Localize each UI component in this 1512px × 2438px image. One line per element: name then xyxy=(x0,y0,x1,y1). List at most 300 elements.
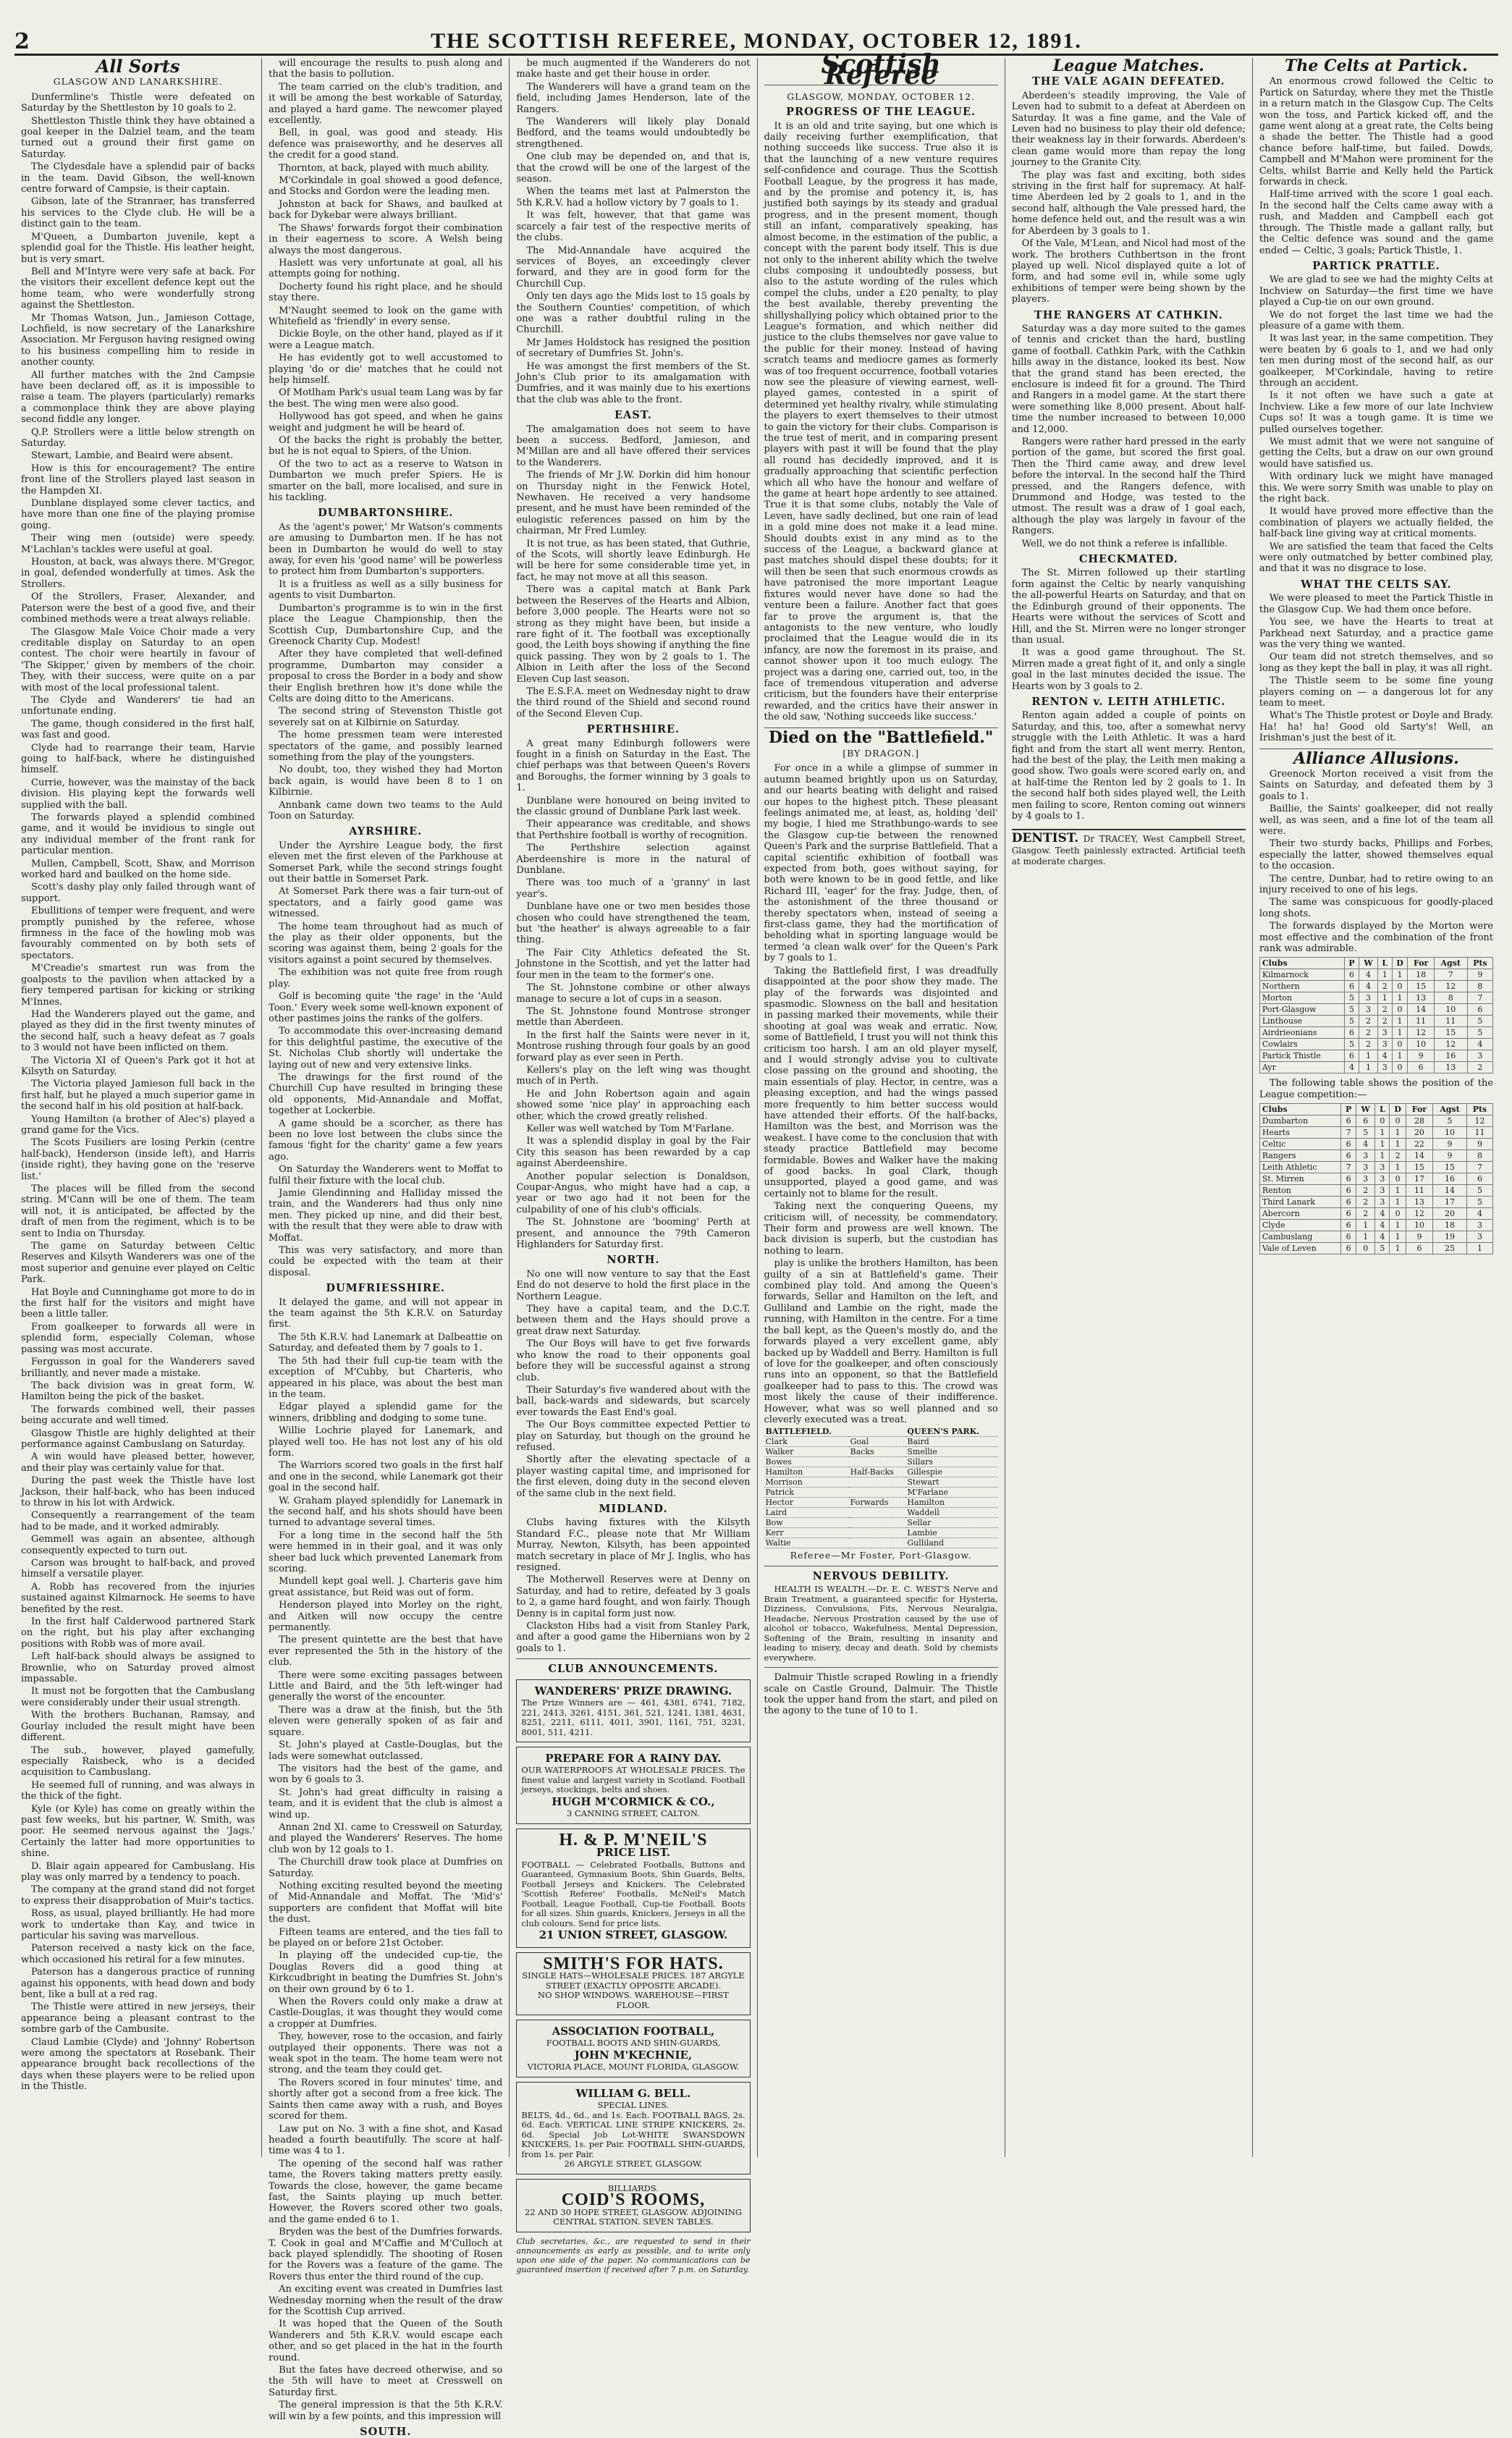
table-row xyxy=(1259,1197,1492,1208)
table-cell: 15 xyxy=(1434,1027,1467,1039)
section-heading: CHECKMATED. xyxy=(1078,553,1178,566)
col2-body-a xyxy=(269,58,502,503)
ad-title: WANDERERS' PRIZE DRAWING. xyxy=(534,1684,732,1697)
table-cell: 6 xyxy=(1344,1050,1359,1062)
table-cell: 14 xyxy=(1433,1185,1467,1197)
table-cell: 4 xyxy=(1467,1039,1492,1050)
paragraph: Claud Lambie (Clyde) and 'Johnny' Robertson were among the spectators at Rosebank. Their appearance brought back recollections of the days when these players were to be relied upon in the Thistle. xyxy=(21,2036,255,2093)
table-row xyxy=(1259,1220,1492,1231)
table-cell: Waltie xyxy=(764,1538,849,1548)
ad-text: SINGLE HATS—WHOLESALE PRICES. 187 ARGYLE STREET (EXACTLY OPPOSITE ARCADE). xyxy=(522,1970,745,1991)
table-cell: 11 xyxy=(1408,1016,1434,1027)
table-row xyxy=(764,1538,998,1548)
table-cell: 0 xyxy=(1390,1173,1406,1185)
paragraph: The back division was in great form, W. Hamilton being the pick of the basket. xyxy=(21,1380,255,1403)
paragraph: Kellers's play on the left wing was thought much of in Perth. xyxy=(516,1064,751,1087)
table-cell: 4 xyxy=(1356,1139,1375,1150)
renton-body xyxy=(1012,710,1246,822)
paragraph: The Our Boys committee expected Pettier to play on Saturday, but though on the ground he refused. xyxy=(516,1420,751,1453)
paragraph: We are satisfied the team that faced the Celts were only outmatched by better combined play, and that it was no disgrace to lose. xyxy=(1259,541,1494,575)
paragraph: Taking next the conquering Queens, my criticism will, of necessity, be commendatory. Their form and prowess are well known. The back division is superb, but the custodian has nothing to learn. xyxy=(764,1201,998,1257)
table-cell: Cowlairs xyxy=(1259,1039,1344,1050)
table-cell: 4 xyxy=(1375,1208,1390,1220)
col2-body-b xyxy=(269,522,502,822)
paragraph: Their two sturdy backs, Phillips and Forbes, especially the latter, showed themselves equal to the occasion. xyxy=(1259,838,1494,872)
paragraph: For a long time in the second half the 5th were hemmed in in their goal, and it was only sheer bad luck which prevented Lanemark from scoring. xyxy=(269,1530,503,1574)
paragraph: It was last year, in the same competition. They were beaten by 6 goals to 1, and we had only ten men during most of the second half, as our goalkeeper, M'Corkindale, having to retire through an accident. xyxy=(1259,333,1494,389)
col2-body-d xyxy=(269,1297,502,2422)
table-row xyxy=(764,1437,998,1447)
column-4 xyxy=(758,49,1005,2157)
table-cell xyxy=(849,1457,906,1467)
ad-wanderers xyxy=(516,1679,750,1742)
paragraph: play is unlike the brothers Hamilton, has been guilty of a sin at Battlefield's game. Their combined play told. And among the Queen's forwards, Sellar and Hamilton on the left, and Gulliland and Lambie on the right, made the running, with Hamilton in the centre. For a time the ball kept, as the Queen's mostly do, and the forwards played a very excellent game, ably backed up by Waddell and Berry. Hamilton is full of love for the goalkeeper, and often consciously runs into an opponent, so that the Battlefield goalkeeper had to pass to this. The crowd was most likely the cause of their indifference. However, what was so well planned and so cleverly executed was a treat. xyxy=(764,1258,998,1425)
table-cell: Morrison xyxy=(764,1477,849,1488)
table-cell: 13 xyxy=(1434,1062,1467,1074)
table-cell: 3 xyxy=(1359,992,1378,1004)
section-heading: DUMFRIESSHIRE. xyxy=(326,1282,446,1295)
table-cell: 4 xyxy=(1377,1050,1392,1062)
table-cell: 2 xyxy=(1359,1039,1378,1050)
table-cell: 4 xyxy=(1466,1208,1492,1220)
table-cell: 15 xyxy=(1406,1162,1432,1173)
table-row xyxy=(1259,1004,1492,1016)
table-cell: Port-Glasgow xyxy=(1259,1004,1344,1016)
ad-pre: BILLIARDS. xyxy=(607,2182,659,2193)
table-cell: 6 xyxy=(1341,1185,1356,1197)
ad-coids-rooms xyxy=(516,2179,750,2232)
paragraph: Dickie Boyle, on the other hand, played as if it were a League match. xyxy=(269,329,503,351)
paragraph: Baillie, the Saints' goalkeeper, did not really well, as was seen, and a fine lot of the team all were. xyxy=(1259,803,1494,837)
table-cell: 25 xyxy=(1433,1243,1467,1254)
teams-header-left: BATTLEFIELD. xyxy=(764,1427,849,1437)
table2-intro: The following table shows the position of the League competition:— xyxy=(1259,1078,1494,1100)
table-row xyxy=(764,1498,998,1508)
paragraph: be much augmented if the Wanderers do not make haste and get their house in order. xyxy=(516,58,751,80)
table-cell: 2 xyxy=(1359,1027,1378,1039)
paragraph: Johnston at back for Shaws, and baulked at back for Dykebar were always brilliant. xyxy=(269,198,503,222)
ad-text: BELTS, 4d., 6d., and 1s. Each. FOOTBALL BAGS, 2s. 6d. Each. VERTICAL LINE STRIPE KNICKERS, 2s. 6d. Special Job Lot-WHITE SWANSDOWN KNICKERS, 1s. per Pair. FOOTBALL SHIN-GUARDS, from 1s. per Pair. xyxy=(521,2109,746,2159)
paragraph: Of the two to act as a reserve to Watson in Dumbarton we much prefer Spiers. He is smarter on the ball, more localised, and sure in his tackling. xyxy=(269,458,503,504)
paragraph: Ebullitions of temper were frequent, and were promptly punished by the referee, whose firmness in the face of the howling mob was favourably commented on by both sets of spectators. xyxy=(21,906,255,961)
paragraph: Scott's dashy play only failed through want of support. xyxy=(21,882,255,904)
paragraph: Their appearance was creditable, and shows that Perthshire football is worthy of recognition. xyxy=(516,819,751,841)
paragraph: Houston, at back, was always there. M'Gregor, in goal, defended wonderfully at times. Ask the Strollers. xyxy=(21,557,255,590)
paragraph: Ross, as usual, played brilliantly. He had more work to undertake than Kay, and twice in particular his saving was marvellous. xyxy=(21,1908,255,1941)
ad-address: 3 CANNING STREET, CALTON. xyxy=(567,1808,700,1819)
paragraph: The opening of the second half was rather tame, the Rovers taking matters pretty easily. Towards the close, however, the game became fast, the Saints playing up much better. However, the Rovers scored other two goals, and the game ended 6 to 1. xyxy=(269,2158,503,2225)
dentist-text: Dr TRACEY, West Campbell Street, Glasgow. Teeth painlessly extracted. Artificial teeth at moderate charges. xyxy=(1011,834,1246,867)
table-cell: 1 xyxy=(1390,1220,1406,1231)
paragraph: No one will now venture to say that the East End do not deserve to hold the first place in the Northern League. xyxy=(516,1268,751,1302)
paragraph: The Warriors scored two goals in the first half and one in the second, while Lanemark got their goal in the second half. xyxy=(269,1460,503,1494)
column-2 xyxy=(262,58,510,2438)
paragraph: How is this for encouragement? The entire front line of the Strollers played last season in the Hampden XI. xyxy=(21,463,255,497)
paragraph: Dunblane have one or two men besides those chosen who could have strengthened the team, but 'the heather' is always agreeable to a fair thing. xyxy=(516,901,751,946)
table-cell: 6 xyxy=(1344,1027,1359,1039)
ad-william-bell xyxy=(516,2082,750,2175)
table-cell: 3 xyxy=(1466,1220,1492,1231)
table-cell: 4 xyxy=(1359,969,1378,981)
alliance-heading: Alliance Allusions. xyxy=(1293,748,1459,768)
paragraph: Dunblane displayed some clever tactics, and have more than one fine of the playing promise going. xyxy=(21,498,255,531)
league-table xyxy=(1259,1103,1493,1254)
ad-title: COID'S ROOMS, xyxy=(561,2190,706,2210)
dalmuir-note: Dalmuir Thistle scraped Rowling in a friendly scale on Castle Ground, Dalmuir. The Thistle took the upper hand from the start, and piled on the agony to the tune of 10 to 1. xyxy=(764,1672,998,1717)
byline: [BY DRAGON.] xyxy=(842,747,919,759)
paragraph: Under the Ayrshire League body, the first eleven met the first eleven of the Parkhouse at Somerset Park, while the second strings fought out their battle in Somerset Park. xyxy=(269,840,503,885)
table-cell: 5 xyxy=(1375,1243,1390,1254)
table-cell: Baird xyxy=(905,1437,997,1447)
paragraph: Jamie Glendinning and Halliday missed the train, and the Wanderers had thus only nine men. They picked up nine, and did their best, with the result that they were able to draw with Moffat. xyxy=(269,1188,503,1244)
paragraph: will encourage the results to push along and that the basis to pollution. xyxy=(269,58,503,80)
paragraph: A game should be a scorcher, as there has been no love lost between the clubs since the famous 'fight for the charity' game a few years ago. xyxy=(269,1118,503,1163)
paragraph: Fifteen teams are entered, and the ties fall to be played on or before 21st October. xyxy=(269,1926,503,1949)
column-header: W xyxy=(1356,1104,1375,1115)
table-cell: St. Mirren xyxy=(1259,1173,1340,1185)
table-cell: 19 xyxy=(1433,1231,1467,1243)
table-cell: Hearts xyxy=(1259,1127,1340,1139)
section-heading: CLUB ANNOUNCEMENTS. xyxy=(548,1663,719,1676)
paragraph: The Clydesdale have a splendid pair of backs in the team. David Gibson, the well-known centre forward of Campsie, is their captain. xyxy=(21,161,255,195)
paragraph: Fergusson in goal for the Wanderers saved brilliantly, and never made a mistake. xyxy=(21,1357,255,1379)
table-cell: 1 xyxy=(1375,1127,1390,1139)
table-cell: M'Farlane xyxy=(905,1488,997,1498)
table-cell: 9 xyxy=(1433,1139,1467,1150)
paragraph: The friends of Mr J.W. Dorkin did him honour on Thursday night in the Fenwick Hotel, Newhaven. He received a very handsome present, and he must have been reminded of the eulogistic references passed on him by the chairman, Mr Fred Lumley. xyxy=(516,470,751,537)
paragraph: The game, though considered in the first half, was fast and good. xyxy=(21,718,255,741)
paragraph: The visitors had the best of the game, and won by 6 goals to 3. xyxy=(269,1763,503,1786)
table-cell xyxy=(849,1528,906,1538)
table-cell: 1 xyxy=(1466,1243,1492,1254)
paragraph: But the fates have decreed otherwise, and so the 5th will have to meet at Cresswell on Saturday first. xyxy=(269,2365,503,2398)
paragraph: Docherty found his right place, and he should stay there. xyxy=(269,281,503,304)
paragraph: As the 'agent's power,' Mr Watson's comments are amusing to Dumbarton men. If he has not been in Dumbarton he would do well to stay away, for even his 'good name' will be powerless to protect him from Dumbarton's supporters. xyxy=(269,521,503,578)
table-cell: 10 xyxy=(1433,1127,1467,1139)
ad-title: PREPARE FOR A RAINY DAY. xyxy=(545,1752,722,1766)
paragraph: Bell, in goal, was good and steady. His defence was praiseworthy, and he deserves all the credit for a good stand. xyxy=(269,127,503,161)
editorial-body xyxy=(764,121,998,723)
paper-nameplate: Scottish Referee xyxy=(764,59,998,85)
paragraph: Had the Wanderers played out the game, and played as they did in the first twenty minutes of the second half, such a heavy defeat as 7 goals to 3 would not have been inflicted on them. xyxy=(21,1008,255,1054)
table-cell: Cambuslang xyxy=(1259,1231,1340,1243)
table-cell: 10 xyxy=(1434,1004,1467,1016)
table-cell: 7 xyxy=(1434,969,1467,981)
alliance-body xyxy=(1259,769,1493,955)
paragraph: The places will be filled from the second string. M'Cann will be one of them. The team will not, it is anticipated, be affected by the draft of men from the regiment, which is to be sent to India on Thursday. xyxy=(21,1184,255,1239)
paragraph: Keller was well watched by Tom M'Farlane. xyxy=(526,1123,735,1134)
table-cell: 2 xyxy=(1356,1197,1375,1208)
ad-address: 21 UNION STREET, GLASGOW. xyxy=(539,1928,728,1942)
paragraph: At Somerset Park there was a fair turn-out of spectators, and a fairly good game was witnessed. xyxy=(269,886,503,920)
table-cell: 10 xyxy=(1406,1220,1432,1231)
paragraph: Thornton, at back, played with much ability. xyxy=(279,162,489,174)
paragraph: Clubs having fixtures with the Kilsyth Standard F.C., please note that Mr William Murray, Newton, Kilsyth, has been appointed match secretary in place of Mr J. Inglis, who has resigned. xyxy=(516,1517,751,1573)
table-cell: 6 xyxy=(1467,1004,1492,1016)
section-heading: NERVOUS DEBILITY. xyxy=(812,1569,950,1582)
paragraph: It would have proved more effective than the combination of players we actually fielded, the half-back line giving way at critical moments. xyxy=(1259,506,1494,540)
table-row xyxy=(1259,1173,1492,1185)
column-header: D xyxy=(1392,958,1408,969)
table-row xyxy=(1259,1162,1492,1173)
editorial-heading: PROGRESS OF THE LEAGUE. xyxy=(786,106,976,119)
paragraph: M'Naught seemed to look on the game with Whitefield as 'friendly' in every sense. xyxy=(269,305,503,327)
paragraph: Law put on No. 3 with a fine shot, and Kasad headed a fourth beautifully. The score at half-time was 4 to 1. xyxy=(269,2123,503,2157)
table-cell: 8 xyxy=(1467,981,1492,992)
paragraph: Only ten days ago the Mids lost to 15 goals by the Southern Counties' competition, of which one was a rather doubtful ruling in the Churchill. xyxy=(516,291,751,336)
table-cell: 3 xyxy=(1467,1050,1492,1062)
table-row xyxy=(764,1457,998,1467)
table-cell: 16 xyxy=(1434,1050,1467,1062)
table-cell: Ayr xyxy=(1259,1062,1344,1074)
table-cell: 8 xyxy=(1466,1150,1492,1162)
teams-body xyxy=(764,1437,998,1548)
table-row xyxy=(1259,1050,1492,1062)
table-cell: 3 xyxy=(1375,1162,1390,1173)
paragraph: Annan 2nd XI. came to Cressweil on Saturday, and played the Wanderers' Reserves. The home club won by 12 goals to 1. xyxy=(269,1821,503,1855)
section-heading: DUMBARTONSHIRE. xyxy=(318,507,454,520)
table-cell: 0 xyxy=(1390,1208,1406,1220)
table-cell xyxy=(849,1518,906,1528)
paragraph: One club may be depended on, and that is, that the crowd will be one of the largest of the season. xyxy=(516,151,751,185)
paragraph: A great many Edinburgh followers were fought in a finish on Saturday in the East. The chief perhaps was that between Queen's Rovers and Boroughs, the former winning by 3 goals to 1. xyxy=(516,738,751,794)
paragraph: A win would have pleased better, however, and their play was certainly value for that. xyxy=(21,1451,255,1474)
paragraph: After they have completed that well-defined programme, Dumbarton may consider a proposal to cross the Border in a body and show their English brethren how it's done while the Celts are doing ditto to the Americans. xyxy=(269,649,503,704)
table-cell: 1 xyxy=(1377,992,1392,1004)
table-cell: 1 xyxy=(1390,1243,1406,1254)
table-cell: 11 xyxy=(1434,1016,1467,1027)
table-cell: 3 xyxy=(1375,1197,1390,1208)
ad-subtitle: SPECIAL LINES. xyxy=(597,2100,670,2111)
table-cell: Hamilton xyxy=(905,1498,997,1508)
table-cell: 22 xyxy=(1406,1139,1432,1150)
paragraph: Their wing men (outside) were speedy. M'Lachlan's tackles were useful at goal. xyxy=(21,533,255,555)
celts-body xyxy=(1259,76,1493,256)
paragraph: Nothing exciting resulted beyond the meeting of Mid-Annandale and Moffat. The 'Mid's' supporters are confident that Moffat will bite the dust. xyxy=(269,1880,503,1925)
paragraph: Half-time arrived with the score 1 goal each. In the second half the Celts came away with a rush, and Madden and Campbell each got through. The Thistle made a gallant rally, but the Celtic defence was sound and the game ended — Celtic, 3 goals; Partick Thistle, 1. xyxy=(1259,189,1494,256)
paragraph: The Clyde and Wanderers' tie had an unfortunate ending. xyxy=(21,694,255,717)
table-row xyxy=(1259,981,1492,992)
table-cell: Patrick xyxy=(764,1488,849,1498)
table-cell: 0 xyxy=(1375,1115,1390,1127)
section-heading: EAST. xyxy=(614,409,652,422)
table-row xyxy=(1259,1115,1492,1127)
table-cell: 6 xyxy=(1406,1243,1432,1254)
ad-subtitle: PRICE LIST. xyxy=(596,1846,671,1860)
paragraph: Hollywood has got speed, and when he gains weight and judgment he will be heard of. xyxy=(269,411,503,434)
rangers-body xyxy=(1012,324,1246,549)
table-cell: 1 xyxy=(1390,1139,1406,1150)
table-cell: Lambie xyxy=(905,1528,997,1538)
table-cell: 2 xyxy=(1377,1016,1392,1027)
section-heading: THE RANGERS AT CATHKIN. xyxy=(1034,308,1223,321)
paragraph: The St. Johnstone combine or other always manage to secure a lot of cups in a season. xyxy=(516,982,751,1005)
paragraph: The Mid-Annandale have acquired the services of Boyes, an exceedingly clever forward, and they are in good form for the Churchill Cup. xyxy=(516,245,751,290)
table-row xyxy=(1259,992,1492,1004)
paragraph: In playing off the undecided cup-tie, the Douglas Rovers did a good thing at Kirkcudbright in beating the Dumfries St. John's on their own ground by 6 to 1. xyxy=(269,1950,503,1995)
column-header: W xyxy=(1359,958,1378,969)
table-cell: 2 xyxy=(1467,1062,1492,1074)
table-cell: 7 xyxy=(1341,1162,1356,1173)
ad-rainy-day xyxy=(516,1747,750,1824)
paragraph: Shettleston Thistle think they have obtained a goal keeper in the Dalziel team, and the team turned out a ground their first game on Saturday. xyxy=(21,115,255,160)
table-cell: Forwards xyxy=(849,1498,906,1508)
table-cell: 0 xyxy=(1390,1115,1406,1127)
ad-title: H. & P. M'NEIL'S xyxy=(559,1830,708,1849)
paragraph: Carson was brought to half-back, and proved himself a versatile player. xyxy=(21,1558,255,1580)
paragraph: The 5th K.R.V. had Lanemark at Dalbeattie on Saturday, and defeated them by 7 goals to 1. xyxy=(269,1331,503,1354)
table-cell: 15 xyxy=(1408,981,1434,992)
paragraph: Saturday was a day more suited to the games of tennis and cricket than the hard, bustling game of football. Cathkin Park, with the Cathkin hills away in the distance, looked its best. Now that the grand stand has been erected, the enclosure is indeed fit for a ground. The Third and Rangers in a model game. At the start there were something like 8,000 present. About half-time the number increased to between 10,000 and 12,000. xyxy=(1011,323,1246,435)
section-heading: RENTON v. LEITH ATHLETIC. xyxy=(1031,695,1226,708)
table-cell: 9 xyxy=(1467,969,1492,981)
paragraph: An exciting event was created in Dumfries last Wednesday morning when the result of the draw for the Scottish Cup arrived. xyxy=(269,2284,503,2317)
table-row xyxy=(1259,1243,1492,1254)
paragraph: The general impression is that the 5th K.R.V. will win by a few points, and this impression will xyxy=(269,2400,503,2422)
paragraph: Mr Thomas Watson, Jun., Jamieson Cottage, Lochfield, is now secretary of the Lanarkshire Association. Mr Ferguson having resigned owing to his business compelling him to reside in another county. xyxy=(21,312,255,368)
paragraph: Glasgow Thistle are highly delighted at their performance against Cambuslang on Saturday. xyxy=(21,1427,255,1450)
section-heading: NORTH. xyxy=(607,1254,660,1267)
celtssay-body xyxy=(1259,593,1493,743)
table-cell: 1 xyxy=(1390,1162,1406,1173)
paragraph: It was hoped that the Queen of the South Wanderers and 5th K.R.V. would escape each other, and so get placed in the hat in the fourth round. xyxy=(269,2319,503,2363)
paragraph: We are glad to see we had the mighty Celts at Inchview on Saturday—the first time we have played a Cup-tie on our own ground. xyxy=(1259,274,1494,308)
table-cell: Linthouse xyxy=(1259,1016,1344,1027)
table-cell: 0 xyxy=(1356,1243,1375,1254)
table-cell: 3 xyxy=(1377,1039,1392,1050)
table-cell: 1 xyxy=(1375,1150,1390,1162)
table-cell: 2 xyxy=(1377,1004,1392,1016)
paragraph: Dumbarton's programme is to win in the first place the League Championship, then the Scottish Cup, Dumbartonshire Cup, and the Greenock Charity Cup. Modest! xyxy=(269,602,503,647)
table-cell: 1 xyxy=(1392,1016,1408,1027)
table-row xyxy=(1259,1231,1492,1243)
paragraph: Our team did not stretch themselves, and so long as they kept the ball in play, it was all right. xyxy=(1259,651,1494,674)
paragraph: It must not be forgotten that the Cambuslang were considerably under their usual strength. xyxy=(21,1686,255,1708)
table-cell: 5 xyxy=(1466,1185,1492,1197)
table-row xyxy=(1259,1062,1492,1074)
paragraph: The St. Johnstone are 'booming' Perth at present, and announce the 79th Cameron Highlanders for Saturday first. xyxy=(516,1217,751,1251)
table-cell: 6 xyxy=(1341,1139,1356,1150)
paragraph: Paterson has a dangerous practice of running against his opponents, with head down and body bent, like a bull at a red rag. xyxy=(21,1967,255,2001)
ad-name: HUGH M'CORMICK & CO., xyxy=(552,1794,715,1808)
paragraph: M'Creadie's smartest run was from the goalposts to the pavilion when attacked by a fiery tempered partisan for kicking or striking M'Innes. xyxy=(21,963,255,1008)
all-sorts-heading: All Sorts xyxy=(96,56,180,77)
paragraph: Another popular selection is Donaldson, Coupar-Angus, who might have had a cap, a year or two ago had it not been for the culpability of one of his club's officials. xyxy=(516,1171,751,1215)
paragraph: Gibson, late of the Stranraer, has transferred his services to the Clyde club. He will be a distinct gain to the team. xyxy=(21,196,255,230)
paragraph: When the teams met last at Palmerston the 5th K.R.V. had a hollow victory by 7 goals to 1. xyxy=(516,186,751,208)
table-cell: Clark xyxy=(764,1437,849,1447)
paragraph: There was a capital match at Bank Park between the Reserves of the Hearts and Albion, before 3,000 people. The Hearts were not so strong as they might have been, but inside a rare fight of it. The football was exceptionally good, the Leith boys showing if anything the fine quick passing. They won by 2 goals to 1. The Albion in Leith after the loss of the Second Eleven Cup last season. xyxy=(516,584,751,685)
ad-association-football xyxy=(516,2020,750,2078)
column-header: L xyxy=(1375,1104,1390,1115)
section-heading: WHAT THE CELTS SAY. xyxy=(1301,578,1452,591)
paragraph: We must admit that we were not sanguine of getting the Celts, but a draw on our own ground would have satisfied us. xyxy=(1259,436,1494,470)
ad-text: 22 AND 30 HOPE STREET, GLASGOW. ADJOINING CENTRAL STATION. SEVEN TABLES. xyxy=(524,2206,742,2227)
column-3 xyxy=(510,58,757,2274)
table-cell: 6 xyxy=(1356,1115,1375,1127)
table-cell: Renton xyxy=(1259,1185,1340,1197)
paragraph: The play was fast and exciting, both sides striving in the first half for supremacy. At half-time Aberdeen led by 2 goals to 1, and in the second half, although the Vale pressed hard, the home defence held out, and the result was a win for Aberdeen by 3 goals to 1. xyxy=(1011,169,1246,237)
table-row xyxy=(1259,1016,1492,1027)
table-cell: 2 xyxy=(1356,1185,1375,1197)
column-header: D xyxy=(1390,1104,1406,1115)
paragraph: Golf is becoming quite 'the rage' in the 'Auld Toon.' Every week some well-known exponent of other pastimes joins the ranks of the golfers. xyxy=(269,991,503,1024)
ad-name: JOHN M'KECHNIE, xyxy=(574,2048,693,2062)
table-cell: 7 xyxy=(1466,1162,1492,1173)
table-row xyxy=(1259,1027,1492,1039)
table-cell: Vale of Leven xyxy=(1259,1243,1340,1254)
table-cell: Sillars xyxy=(905,1457,997,1467)
paragraph: It is not true, as has been stated, that Guthrie, of the Scots, will shortly leave Edinburgh. He will be here for some considerable time yet, in fact, he may not move at all this season. xyxy=(516,538,751,583)
ad-title: ASSOCIATION FOOTBALL, xyxy=(552,2025,715,2038)
paragraph: Aberdeen's steadily improving, the Vale of Leven had to submit to a defeat at Aberdeen on Saturday. It was a fine game, and the Vale of Leven had no business to play their old defence; their weakness lay in their forwards. Aberdeen's clean game would more than repay the long journey to the Granite City. xyxy=(1011,90,1246,169)
ad-title: SMITH'S FOR HATS. xyxy=(543,1954,724,1973)
paragraph: We were pleased to meet the Partick Thistle in the Glasgow Cup. We had them once before. xyxy=(1259,593,1494,615)
table-row xyxy=(1259,1185,1492,1197)
column-header: P xyxy=(1341,1104,1356,1115)
checkmated-body xyxy=(1012,568,1246,691)
paragraph: M'Queen, a Dumbarton juvenile, kept a splendid goal for the Thistle. His leather height, but is very smart. xyxy=(21,231,255,265)
paragraph: He seemed full of running, and was always in the thick of the fight. xyxy=(21,1779,255,1802)
table-row xyxy=(764,1528,998,1538)
column-header: For xyxy=(1406,1104,1432,1115)
table-cell: Hector xyxy=(764,1498,849,1508)
table-cell: 3 xyxy=(1377,1062,1392,1074)
paragraph: On Saturday the Wanderers went to Moffat to fulfil their fixture with the local club. xyxy=(269,1164,503,1186)
paragraph: An enormous crowd followed the Celtic to Partick on Saturday, where they met the Thistle in a return match in the Glasgow Cup. The Celts won the toss, and Partick kicked off, and the game went along at a great rate, the Celts being a shade the better. The Thistle had a good chance before half-time, but failed. Dowds, Campbell and M'Mahon were prominent for the Celts, whilst Barrie and Kelly held the Partick forwards in check. xyxy=(1259,76,1494,188)
celts-heading: The Celts at Partick. xyxy=(1285,56,1468,75)
table-cell: 18 xyxy=(1433,1220,1467,1231)
divider xyxy=(516,1658,750,1659)
paragraph: To accommodate this over-increasing demand for this delightful pastime, the executive of the St. Nicholas Club shortly will undertake the laying out of new and very extensive links. xyxy=(269,1026,503,1071)
table-row xyxy=(1259,1150,1492,1162)
table-cell: 3 xyxy=(1466,1231,1492,1243)
table-row xyxy=(1259,1139,1492,1150)
paragraph: Gemmell was again an absentee, although consequently expected to turn out. xyxy=(21,1534,255,1556)
table-cell: 1 xyxy=(1375,1139,1390,1150)
dentist-ad xyxy=(1012,829,1246,867)
column-header: P xyxy=(1344,958,1359,969)
paragraph: There was too much of a 'granny' in last year's. xyxy=(516,877,751,900)
paragraph: There were some exciting passages between Little and Baird, and the 5th left-winger had generally the worst of the encounter. xyxy=(269,1669,503,1703)
table-cell: 3 xyxy=(1356,1162,1375,1173)
paragraph: Annbank came down two teams to the Auld Toon on Saturday. xyxy=(269,799,503,822)
paragraph: He was amongst the first members of the St. John's Club prior to its amalgamation with Dumfries, and it was mainly due to his exertions that the club was able to the front. xyxy=(516,360,751,405)
column-header: L xyxy=(1377,958,1392,969)
paragraph: In the first half the Saints were never in it, Montrose rushing through four goals by an good forward play as ever seen in Perth. xyxy=(516,1029,751,1063)
table-cell: 0 xyxy=(1392,1062,1408,1074)
paragraph: It is a fruitless as well as a silly business for agents to visit Dumbarton. xyxy=(269,578,503,602)
column-header: Agst xyxy=(1433,1104,1467,1115)
paragraph: For once in a while a glimpse of summer in autumn beamed brightly upon us on Saturday, and our hearts beating with delight and raised our hopes to the highest pitch. These pleasant feelings animated me, at least, as, holding 'deil' my bogie, I hied me Strathbungo-wards to see the Glasgow cup-tie between the renowned Queen's Park and the surprise Battlefield. That a capital scientific exhibition of football was expected from both, goes without saying, for both were known to be in good fettle, and like Richard III, 'eager' for the fray. Judge, then, of the astonishment of the three thousand or thereby spectators when, instead of seeing a first-class game, they had the mortification of beholding what in sporting language would be termed 'a clean walk over' for the Queen's Park by 7 goals to 1. xyxy=(764,763,998,964)
table-cell: 6 xyxy=(1341,1173,1356,1185)
table-cell: 6 xyxy=(1341,1197,1356,1208)
paragraph: When the Rovers could only make a draw at Castle-Douglas, it was thought they would come a cropper at Dumfries. xyxy=(269,1996,503,2030)
table-cell: Leith Athletic xyxy=(1259,1162,1340,1173)
table-cell: 20 xyxy=(1433,1208,1467,1220)
paragraph: The Shaws' forwards forgot their combination in their eagerness to score. A Welsh being always the most dangerous. xyxy=(269,222,503,256)
table-cell: 2 xyxy=(1377,981,1392,992)
table-cell: 5 xyxy=(1467,1016,1492,1027)
table-cell: 5 xyxy=(1433,1115,1467,1127)
paragraph: Clyde had to rearrange their team, Harvie going to half-back, where he distinguished himself. xyxy=(21,742,255,776)
col3-body-a xyxy=(516,58,750,405)
paragraph: The team carried on the club's tradition, and it will be among the best workable of Saturday, and played a hard game. The newcomer played excellently. xyxy=(269,81,503,127)
paragraph: The drawings for the first round of the Churchill Cup have resulted in bringing these old opponents, Mid-Annandale and Moffat, together at Lockerbie. xyxy=(269,1071,503,1117)
ad-smith-hats xyxy=(516,1952,750,2015)
column-header: Agst xyxy=(1434,958,1467,969)
table-cell: Partick Thistle xyxy=(1259,1050,1344,1062)
